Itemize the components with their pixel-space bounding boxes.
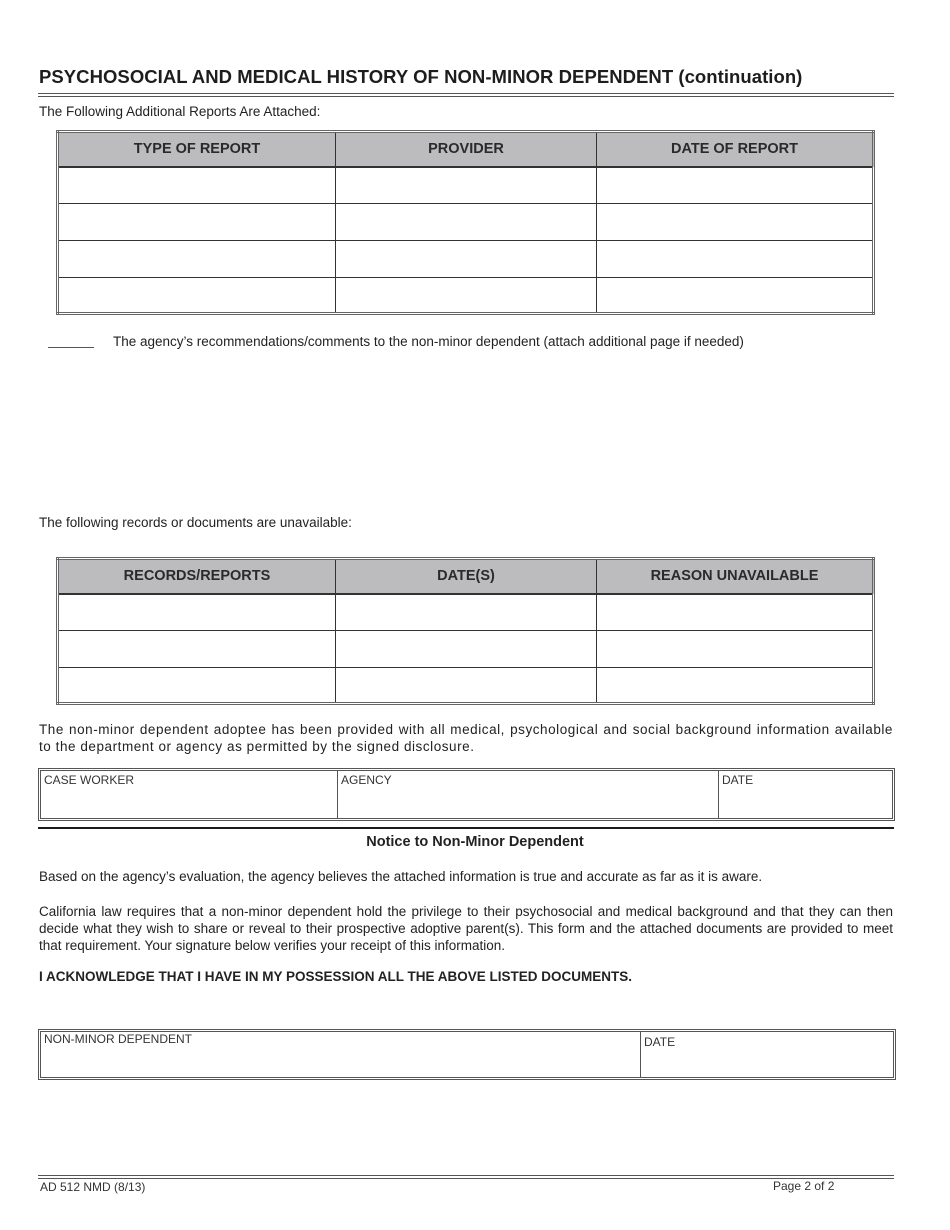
col-records-reports: RECORDS/REPORTS (58, 559, 336, 594)
table-row (58, 631, 874, 668)
records-reports-cell[interactable] (58, 594, 336, 631)
type-of-report-cell[interactable] (58, 204, 336, 241)
table-row (58, 668, 874, 704)
page-number: Page 2 of 2 (773, 1179, 835, 1193)
footer-divider (38, 1175, 894, 1179)
caseworker-date-field[interactable] (719, 771, 892, 818)
table-row (58, 278, 874, 314)
reason-unavailable-cell[interactable] (597, 668, 874, 704)
dates-cell[interactable] (336, 594, 597, 631)
provider-cell[interactable] (336, 167, 597, 204)
notice-heading: Notice to Non-Minor Dependent (366, 834, 584, 850)
date-of-report-cell[interactable] (597, 241, 874, 278)
agency-label: AGENCY (341, 773, 392, 787)
table-row (58, 241, 874, 278)
date-of-report-cell[interactable] (597, 278, 874, 314)
date-of-report-cell[interactable] (597, 167, 874, 204)
dependent-signature-block (38, 1029, 896, 1080)
page-title: PSYCHOSOCIAL AND MEDICAL HISTORY OF NON-MINOR DEPENDENT (continuation) (39, 66, 803, 87)
non-minor-dependent-label: NON-MINOR DEPENDENT (44, 1032, 193, 1046)
type-of-report-cell[interactable] (58, 167, 336, 204)
records-reports-cell[interactable] (58, 668, 336, 704)
notice-paragraph-evaluation: Based on the agency’s evaluation, the agency believes the attached information is true and accurate as far as it is aware. (39, 869, 763, 884)
unavailable-records-table (56, 557, 875, 705)
unavailable-table-header (58, 559, 874, 594)
provided-statement: The non-minor dependent adoptee has been provided with all medical, psychological and social background information available to the department or agency as permitted by the signed disclosure. (39, 722, 893, 754)
type-of-report-cell[interactable] (58, 278, 336, 314)
dependent-date-label: DATE (644, 1035, 676, 1049)
table-row (58, 204, 874, 241)
agency-field[interactable] (338, 771, 719, 818)
caseworker-date-label: DATE (722, 773, 754, 787)
notice-paragraph-california-law: California law requires that a non-minor dependent hold the privilege to their psychosocial and medical background and that they can then decide what they wish to share or reveal to their prospective adoptive parent(s). This form and the attached documents are provided to meet that requirement. Your signature below verifies your receipt of this information. (39, 904, 893, 953)
non-minor-dependent-signature-field[interactable] (41, 1032, 641, 1077)
recommendations-check-line[interactable] (48, 333, 94, 348)
records-reports-cell[interactable] (58, 631, 336, 668)
type-of-report-cell[interactable] (58, 241, 336, 278)
dates-cell[interactable] (336, 631, 597, 668)
col-dates: DATE(S) (336, 559, 597, 594)
provider-cell[interactable] (336, 241, 597, 278)
date-of-report-cell[interactable] (597, 204, 874, 241)
provider-cell[interactable] (336, 278, 597, 314)
col-type-of-report: TYPE OF REPORT (58, 132, 336, 167)
reports-table (56, 130, 875, 315)
case-worker-label: CASE WORKER (44, 773, 135, 787)
col-date-of-report: DATE OF REPORT (597, 132, 874, 167)
form-id: AD 512 NMD (8/13) (40, 1180, 146, 1194)
caseworker-signature-block (38, 768, 895, 821)
case-worker-field[interactable] (41, 771, 338, 818)
notice-divider (38, 827, 894, 829)
recommendations-label: The agency’s recommendations/comments to the non-minor dependent (attach additional page if needed) (113, 334, 744, 349)
reason-unavailable-cell[interactable] (597, 631, 874, 668)
acknowledgement-statement: I ACKNOWLEDGE THAT I HAVE IN MY POSSESSION ALL THE ABOVE LISTED DOCUMENTS. (39, 969, 633, 984)
table-row (58, 167, 874, 204)
table-row (58, 594, 874, 631)
dependent-date-field[interactable] (641, 1032, 893, 1077)
unavailable-records-label: The following records or documents are unavailable: (39, 515, 352, 530)
reports-attached-label: The Following Additional Reports Are Attached: (39, 104, 321, 119)
col-provider: PROVIDER (336, 132, 597, 167)
reason-unavailable-cell[interactable] (597, 594, 874, 631)
col-reason-unavailable: REASON UNAVAILABLE (597, 559, 874, 594)
dates-cell[interactable] (336, 668, 597, 704)
reports-table-header (58, 132, 874, 167)
recommendations-comments-area[interactable] (39, 356, 894, 506)
title-divider (38, 93, 894, 97)
provider-cell[interactable] (336, 204, 597, 241)
